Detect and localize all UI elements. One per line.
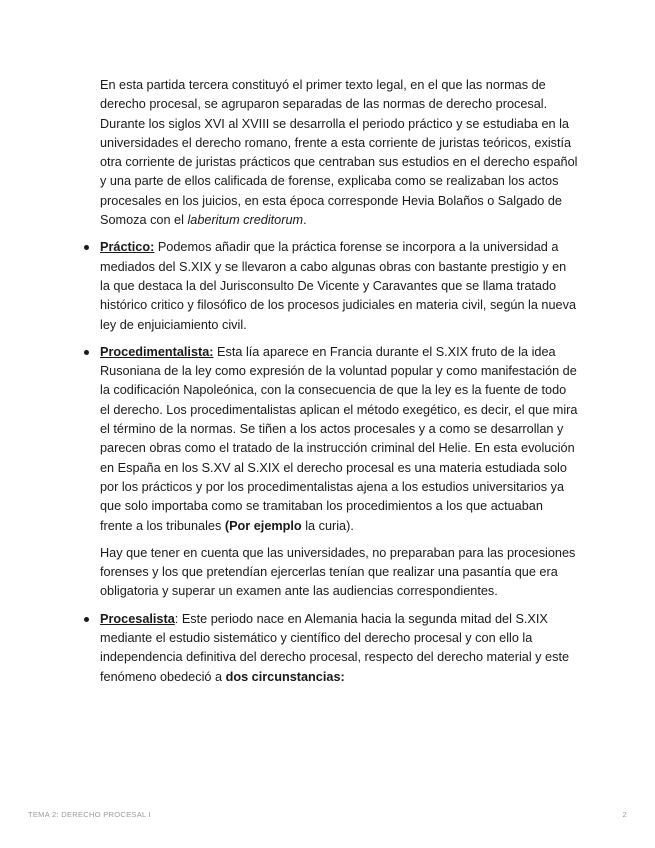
periods-list [100,238,578,687]
list-item-procesalista: Procesalista: Este periodo nace en Alemania hacia la segunda mitad del S.XIX mediante el estudio sistemático y científico del derecho procesal y con ello la independencia definitiva del derecho procesal, respecto del derecho material y este fenómeno obedeció a dos circunstancias: [100,610,578,687]
term-procesalista: Procesalista [100,611,175,626]
bold-circunstancias: dos circunstancias: [225,669,345,684]
page-footer [28,810,627,819]
term-procedimentalista: Procedimentalista: [100,344,214,359]
footer-title: TEMA 2: DERECHO PROCESAL I [28,810,151,819]
intro-italic-title: laberitum creditorum [187,213,304,228]
page-number: 2 [622,810,627,819]
term-practico: Práctico: [100,240,155,255]
list-item-practico: Práctico: Podemos añadir que la práctica forense se incorpora a la universidad a mediados del S.XIX y se llevaron a cabo algunas obras con bastante prestigio y en la que destaca la del Jurisconsulto De Vicente y Caravantes que se llama tratado histórico critico y filosófico de los procesos judiciales en materia civil, según la nueva ley de enjuiciamiento civil. [100,238,578,334]
list-item-procedimentalista: Procedimentalista: Esta lía aparece en Francia durante el S.XIX fruto de la idea Rusoniana de la ley como expresión de la voluntad popular y como manifestación de la codificación Napoleónica, con la consecuencia de que la ley es la fuente de todo el derecho. Los procedimentalistas aplican el método exegético, es decir, el que mira el término de la normas. Se tiñen a los actos procesales y a como se desarrollan y parecen obras como el tratado de la instrucción criminal del Helie. En esta evolución en España en los S.XV al S.XIX el derecho procesal es una materia estudiada solo por los prácticos y por los procedimentalistas ajena a los estudios universitarios ya que solo importaba como se tramitaban los procedimientos a los que actuaban frente a los tribunales (Por ejemplo la curia). Hay que tener en cuenta que las universidades, no preparaban para las procesiones forenses y los que pretendían ejercerlas tenían que realizar una pasantía que era obligatoria y superar un examen ante las audiencias correspondientes. [100,343,578,602]
document-body [100,76,578,695]
intro-paragraph: En esta partida tercera constituyó el primer texto legal, en el que las normas de derecho procesal, se agruparon separadas de las normas de derecho procesal. Durante los siglos XVI al XVIII se desarrolla el periodo práctico y se estudiaba en la universidades el derecho romano, frente a esta corriente de juristas teóricos, existía otra corriente de juristas prácticos que centraban sus estudios en el derecho español y una parte de ellos calificada de forense, explicaba como se realizaban los actos procesales en los juicios, en esta época corresponde Hevia Bolaños o Salgado de Somoza con el laberitum creditorum. [100,78,578,228]
sub-paragraph-universidades: Hay que tener en cuenta que las universidades, no preparaban para las procesiones forenses y los que pretendían ejercerlas tenían que realizar una pasantía que era obligatoria y superar un examen ante las audiencias correspondientes. [100,545,576,599]
bold-example: (Por ejemplo [224,518,302,533]
